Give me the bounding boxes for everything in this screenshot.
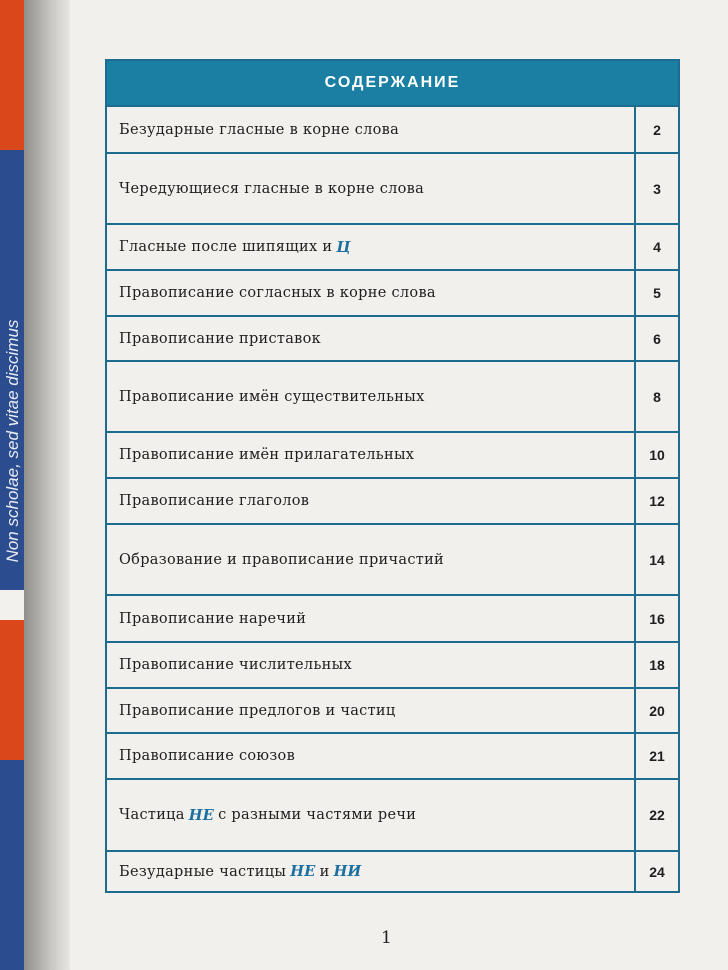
spine-red-stripe-bottom xyxy=(0,620,24,760)
contents-table xyxy=(105,59,680,893)
highlighted-term: Ц xyxy=(336,238,351,256)
row-page-number: 14 xyxy=(634,525,678,594)
contents-row[interactable] xyxy=(107,477,678,523)
row-title xyxy=(119,225,628,269)
contents-row[interactable] xyxy=(107,523,678,594)
contents-row[interactable] xyxy=(107,732,678,778)
page-number: 1 xyxy=(381,928,392,948)
contents-row[interactable] xyxy=(107,778,678,850)
spine-red-stripe-top xyxy=(0,0,24,150)
row-title xyxy=(119,317,628,360)
row-title-text: Правописание имён прилагательных xyxy=(119,447,415,463)
contents-row[interactable] xyxy=(107,152,678,223)
row-title-text: Безударные гласные в корне слова xyxy=(119,121,400,138)
book-spine xyxy=(0,0,24,970)
contents-title: СОДЕРЖАНИЕ xyxy=(107,61,678,105)
contents-row[interactable] xyxy=(107,687,678,732)
row-title-text: Правописание согласных в корне слова xyxy=(119,285,436,301)
row-page-number: 10 xyxy=(634,433,678,477)
highlighted-term: НЕ xyxy=(290,863,316,880)
row-page-number: 3 xyxy=(634,154,678,223)
row-title-text: Чередующиеся гласные в корне слова xyxy=(119,180,425,197)
contents-row[interactable] xyxy=(107,641,678,687)
row-title xyxy=(119,107,628,152)
row-title xyxy=(119,734,628,778)
row-title xyxy=(119,525,628,594)
row-title-text: Правописание имён существительных xyxy=(119,388,425,405)
row-page-number: 24 xyxy=(634,852,678,891)
row-title-text: Правописание приставок xyxy=(119,330,322,347)
row-page-number: 5 xyxy=(634,271,678,315)
row-page-number: 21 xyxy=(634,734,678,778)
row-page-number: 16 xyxy=(634,596,678,641)
row-title-text: Безударные частицы xyxy=(119,863,287,880)
highlighted-term: НЕ xyxy=(188,806,215,824)
row-title-text: и xyxy=(319,863,330,880)
contents-row[interactable] xyxy=(107,431,678,477)
row-title xyxy=(119,362,628,431)
contents-row[interactable] xyxy=(107,105,678,152)
row-page-number: 20 xyxy=(634,689,678,732)
row-title xyxy=(119,154,628,223)
row-title-text: Образование и правописание причастий xyxy=(119,551,444,568)
row-page-number: 22 xyxy=(634,780,678,850)
row-title-text: Правописание числительных xyxy=(119,657,352,673)
row-page-number: 8 xyxy=(634,362,678,431)
row-page-number: 4 xyxy=(634,225,678,269)
row-page-number: 18 xyxy=(634,643,678,687)
row-title-text: Правописание союзов xyxy=(119,748,296,764)
row-title xyxy=(119,433,628,477)
row-title-text: с разными частями речи xyxy=(218,807,417,823)
spine-motto: Non scholae, sed vitae discimus xyxy=(3,319,22,563)
row-title xyxy=(119,596,628,641)
row-title-text: Правописание глаголов xyxy=(119,493,310,509)
row-page-number: 2 xyxy=(634,107,678,152)
row-title xyxy=(119,643,628,687)
contents-row[interactable] xyxy=(107,360,678,431)
highlighted-term: НИ xyxy=(333,863,362,880)
contents-row[interactable] xyxy=(107,315,678,360)
row-title-text: Правописание предлогов и частиц xyxy=(119,702,396,719)
row-title xyxy=(119,780,628,850)
row-page-number: 12 xyxy=(634,479,678,523)
row-title-text: Гласные после шипящих и xyxy=(119,239,333,255)
contents-row[interactable] xyxy=(107,594,678,641)
contents-row[interactable] xyxy=(107,223,678,269)
row-title-text: Частица xyxy=(119,807,185,823)
row-page-number: 6 xyxy=(634,317,678,360)
page-gutter xyxy=(24,0,70,970)
row-title xyxy=(119,271,628,315)
row-title xyxy=(119,852,628,891)
row-title xyxy=(119,689,628,732)
contents-row[interactable] xyxy=(107,269,678,315)
contents-row[interactable] xyxy=(107,850,678,891)
spine-white-stripe xyxy=(0,590,24,620)
row-title xyxy=(119,479,628,523)
row-title-text: Правописание наречий xyxy=(119,610,307,627)
